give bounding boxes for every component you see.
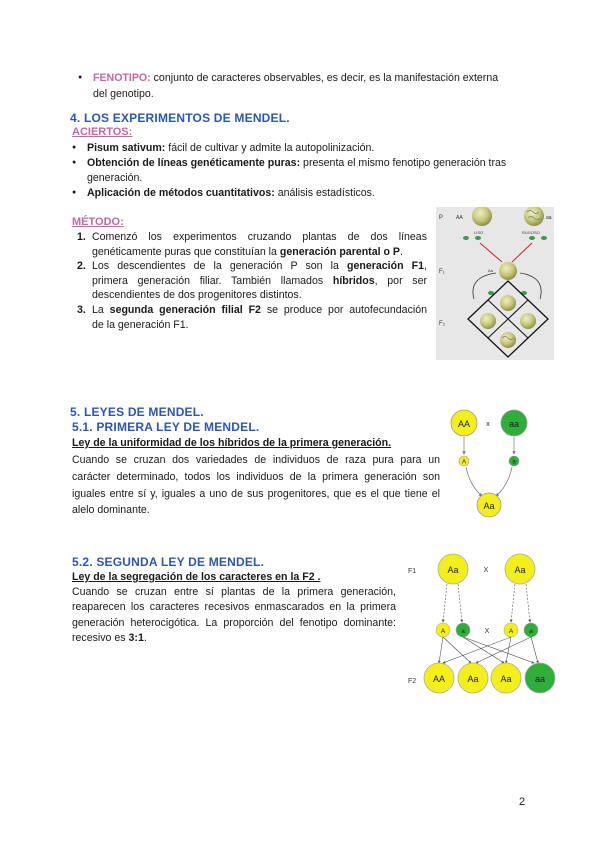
label-AA: AA [456,215,463,221]
primera-ley-title: 5.1. PRIMERA LEY DE MENDEL. [72,420,260,434]
fenotipo-definition [93,71,498,86]
child-Aa-label: Aa [483,501,495,511]
label-f1: F₁ [439,269,445,275]
svg-text:aa: aa [534,674,546,684]
label-aa: aa [546,215,552,221]
svg-text:A: A [440,628,446,635]
page-number: 2 [519,796,526,808]
label-rugoso: RUGOSO [522,230,540,235]
label-liso: LISO [474,230,484,235]
parent-aa-label: aa [508,419,520,429]
metodo-item-1: 1. Comenzó los experimentos cruzando plantas de dos líneas genéticamente puras que constituían la generación parental o P. [77,231,427,258]
svg-text:X: X [484,628,490,635]
primera-ley-name: Ley de la uniformidad de los híbridos de la primera generación. [72,437,392,449]
svg-text:A: A [508,628,514,635]
fenotipo-text: conjunto de caracteres observables, es decir, es la manifestación externa [150,72,499,84]
parent-AA-label: AA [457,419,471,429]
svg-text:Aa: Aa [467,674,479,684]
metodo-label: MÉTODO: [72,216,124,228]
svg-text:Aa: Aa [500,674,512,684]
primera-ley-paragraph: Cuando se cruzan dos variedades de individuos de raza pura para un carácter determinado, todos los individuos de la primera generación son iguales entre sí y, iguales a uno de sus progenitores, que es el que tiene el alelo dominante. [72,454,440,517]
svg-text:a: a [461,628,465,635]
metodo-item-2: 2. Los descendientes de la generación P son la generación F1, primera generación filiar. También llamados híbridos, por ser descendientes de dos progenitores distintos. [77,260,428,302]
svg-text:a: a [529,628,533,635]
acierto-item-cont: generación. [87,172,143,184]
svg-text:Aa: Aa [447,565,459,575]
acierto-item: ● Aplicación de métodos cuantitativos: análisis estadísticos. [87,186,375,201]
parent-pea-smooth [472,207,492,226]
second-law-diagram [406,552,558,698]
svg-text:AA: AA [432,674,446,684]
fenotipo-term: FENOTIPO: [93,72,151,84]
aciertos-label: ACIERTOS: [72,126,133,138]
fenotipo-text-2: del genotipo. [93,88,154,100]
f2-pea-wrinkled [500,332,516,348]
cross-symbol: x [486,421,490,428]
label-F1: F1 [408,568,417,575]
svg-text:Aa: Aa [514,565,526,575]
acierto-item: ● Obtención de líneas genéticamente puras: presenta el mismo fenotipo generación tras [87,156,506,171]
cross-symbol: X [483,567,489,574]
pea-experiment-diagram [436,207,554,360]
label-F2: F2 [408,678,417,685]
section-5-title: 5. LEYES DE MENDEL. [70,405,204,419]
acierto-item: ● Pisum sativum: fácil de cultivar y admite la autopolinización. [87,141,374,156]
section-4-title: 4. LOS EXPERIMENTOS DE MENDEL. [70,111,290,125]
f2-pea [500,295,516,311]
label-f2: F₂ [439,321,445,327]
first-law-diagram [448,408,548,520]
f1-pea [499,262,517,280]
parent-pea-wrinkled [524,207,544,226]
segunda-ley-title: 5.2. SEGUNDA LEY DE MENDEL. [72,555,265,569]
f2-pea [480,313,496,329]
metodo-item-3: 3. La segunda generación filial F2 se produce por autofecundación de la generación F1. [77,304,428,331]
svg-text:A: A [461,459,467,466]
f2-pea [520,313,536,329]
svg-text:a: a [512,459,516,466]
label-f1-aa: Aa [488,268,493,273]
label-p: P [439,215,444,221]
segunda-ley-paragraph: Cuando se cruzan entre sí plantas de la primera generación, reaparecen los caracteres recesivos enmascarados en la primera generación heterocigótica. La proporción del fenotipo dominante: recesivo es 3:1. [72,586,396,644]
segunda-ley-name: Ley de la segregación de los caracteres en la F2 . [72,571,321,583]
